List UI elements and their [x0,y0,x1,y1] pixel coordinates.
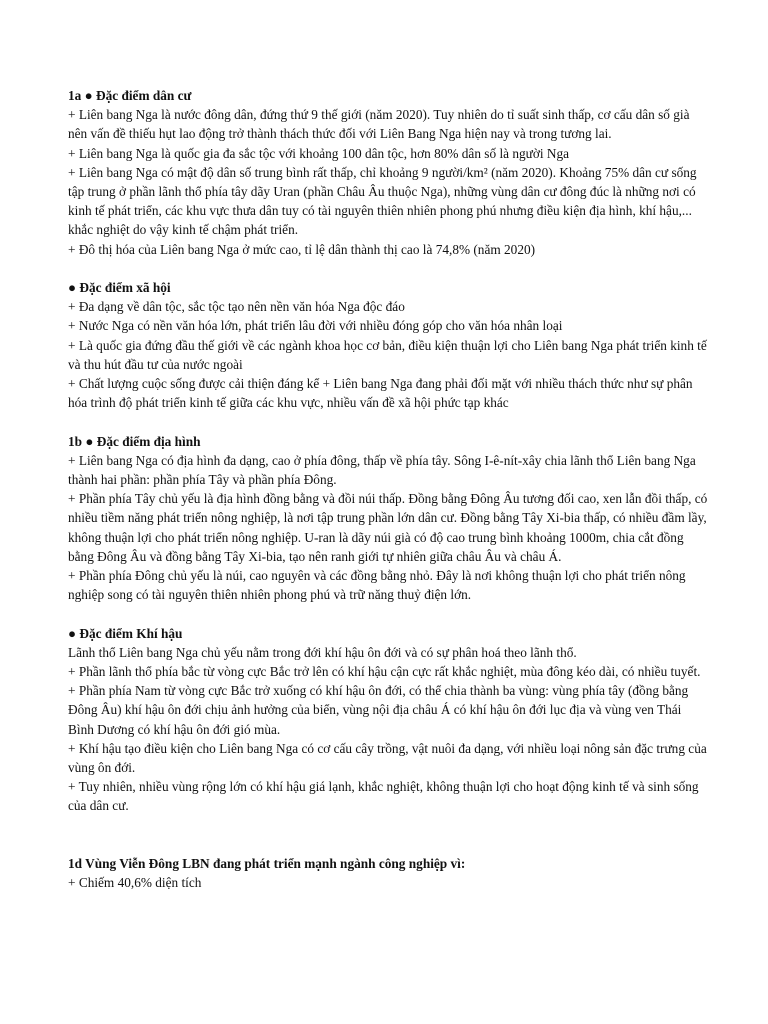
section-gap [68,259,708,278]
paragraph-line: + Liên bang Nga có địa hình đa dạng, cao ở phía đông, thấp về phía tây. Sông I-ê-nít-xây chia lãnh thổ Liên bang Nga thành hai phần: phần phía Tây và phần phía Đông. [68,452,696,488]
paragraph-line: + Liên bang Nga có mật độ dân số trung bình rất thấp, chỉ khoảng 9 người/km² (năm 2020). Khoảng 75% dân cư sống tập trung ở phần lãnh thổ phía tây dãy Uran (phần Châu Âu thuộc Nga), những vùng dân cư đông đúc là những nơi có kinh tế phát triển, các khu vực thưa dân tuy có tài nguyên thiên nhiên phong phú nhưng điều kiện địa hình, khí hậu,... khắc nghiệt do vậy kinh tế chậm phát triển. [68,164,697,238]
section-gap [68,604,708,623]
section-gap [68,412,708,431]
section-far-east [68,854,708,892]
paragraph-line: + Phần lãnh thổ phía bắc từ vòng cực Bắc trở lên có khí hậu cận cực rất khắc nghiệt, mùa đông kéo dài, có nhiều tuyết. [68,664,701,680]
section-gap [68,816,708,854]
paragraph-line: + Đa dạng về dân tộc, sắc tộc tạo nên nền văn hóa Nga độc đáo [68,299,405,315]
paragraph-line: + Phần phía Nam từ vòng cực Bắc trở xuống có khí hậu ôn đới, có thể chia thành ba vùng: vùng phía tây (đồng bằng Đông Âu) khí hậu ôn đới chịu ảnh hưởng của biển, vùng nội địa châu Á có khí hậu ôn đới lục địa và vùng ven Thái Bình Dương có khí hậu ôn đới gió mùa. [68,683,689,737]
paragraph-line: + Phần phía Tây chủ yếu là địa hình đồng bằng và đồi núi thấp. Đồng bằng Đông Âu tương đối cao, xen lẫn đồi thấp, có nhiều tiềm năng phát triển nông nghiệp, là nơi tập trung phần lớn dân cư. Đồng bằng Tây Xi-bia thấp, có nhiều đầm lầy, không thuận lợi cho phát triển nông nghiệp. U-ran là dãy núi già có độ cao trung bình khoảng 1000m, chia cắt đồng bằng Đông Âu và đồng bằng Tây Xi-bia, tạo nên ranh giới tự nhiên giữa châu Âu và châu Á. [68,491,708,564]
section-terrain [68,432,708,605]
paragraph-line: + Khí hậu tạo điều kiện cho Liên bang Nga có cơ cấu cây trồng, vật nuôi đa dạng, với nhiều loại nông sản đặc trưng của vùng ôn đới. [68,740,707,776]
section-heading: ● Đặc điểm Khí hậu [68,625,183,641]
section-heading: 1a ● Đặc điểm dân cư [68,88,192,103]
section-heading: ● Đặc điểm xã hội [68,280,171,296]
section-heading: 1d Vùng Viễn Đông LBN đang phát triển mạnh ngành công nghiệp vì: [68,856,466,872]
section-population [68,86,708,259]
paragraph-line: + Là quốc gia đứng đầu thế giới về các ngành khoa học cơ bản, điều kiện thuận lợi cho Liên bang Nga phát triển kinh tế và thu hút đầu tư của nước ngoài [68,337,707,372]
paragraph-line: Lãnh thổ Liên bang Nga chủ yếu nằm trong đới khí hậu ôn đới và có sự phân hoá theo lãnh thổ. [68,644,577,660]
section-climate [68,624,708,816]
paragraph-line: + Tuy nhiên, nhiều vùng rộng lớn có khí hậu giá lạnh, khắc nghiệt, không thuận lợi cho hoạt động kinh tế và sinh sống của dân cư. [68,779,699,814]
paragraph-line: + Liên bang Nga là nước đông dân, đứng thứ 9 thế giới (năm 2020). Tuy nhiên do tỉ suất sinh thấp, cơ cấu dân số già nên vấn đề thiếu hụt lao động trở thành thách thức đối với Liên Bang Nga hiện nay và trong tương lai. [68,107,690,142]
paragraph-line: + Phần phía Đông chủ yếu là núi, cao nguyên và các đồng bằng nhỏ. Đây là nơi không thuận lợi cho phát triển nông nghiệp song có tài nguyên thiên nhiên phong phú và trữ năng thuỷ điện lớn. [68,568,686,603]
document-page [68,86,708,892]
section-society [68,278,708,412]
paragraph-line: + Liên bang Nga là quốc gia đa sắc tộc với khoảng 100 dân tộc, hơn 80% dân số là người Nga [68,145,570,161]
paragraph-line: + Đô thị hóa của Liên bang Nga ở mức cao, tỉ lệ dân thành thị cao là 74,8% (năm 2020) [68,241,536,257]
paragraph-line: + Chiếm 40,6% diện tích [68,875,202,891]
paragraph-line: + Chất lượng cuộc sống được cải thiện đáng kể + Liên bang Nga đang phải đối mặt với nhiều thách thức như sự phân hóa trình độ phát triển kinh tế giữa các khu vực, nhiều vấn đề xã hội phức tạp khác [68,376,693,411]
section-heading: 1b ● Đặc điểm địa hình [68,433,201,449]
paragraph-line: + Nước Nga có nền văn hóa lớn, phát triển lâu đời với nhiều đóng góp cho văn hóa nhân loại [68,318,563,334]
